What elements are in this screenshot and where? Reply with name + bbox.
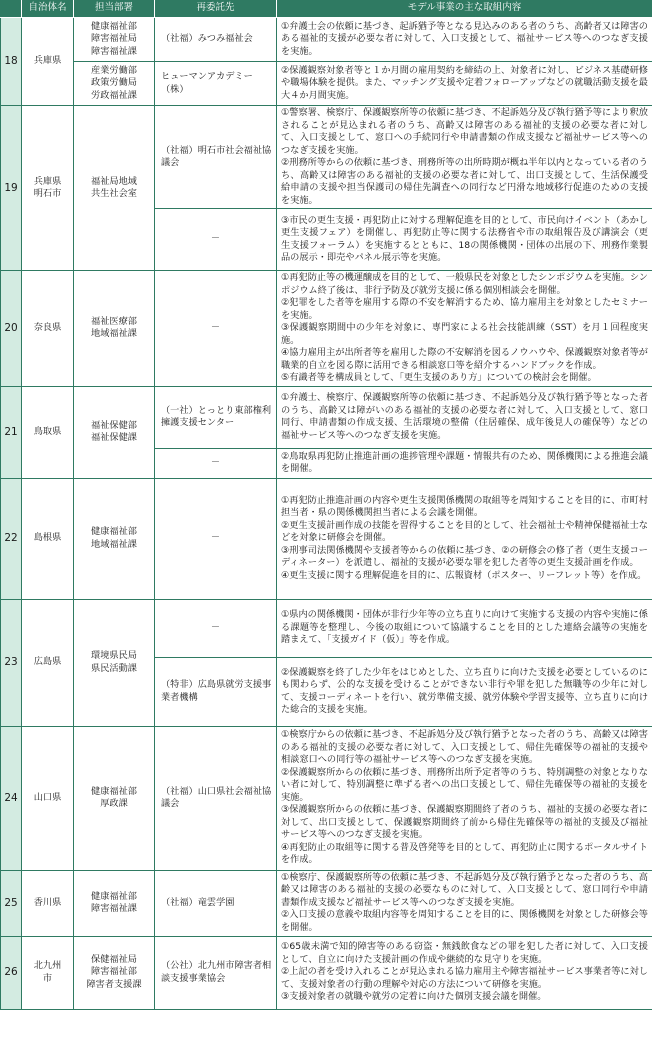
department-line: 福祉保健部 [91, 419, 137, 431]
department [74, 386, 155, 478]
table-row [1, 18, 652, 62]
department-line: 県民活動課 [91, 662, 137, 674]
department-line: 産業労働部 [91, 64, 137, 76]
subcontractor: ヒューマンアカデミー（株） [155, 62, 277, 106]
row-number: 19 [1, 106, 22, 271]
table-row [1, 386, 652, 448]
municipality-name-text: 香川県 [33, 896, 62, 908]
row-number: 26 [1, 936, 22, 1009]
activity-item: ④更生支援に関する理解促進を目的に、広報資材（ポスター、リーフレット等）を作成。 [281, 569, 647, 581]
table-row [1, 599, 652, 657]
activity-item: ②刑務所等からの依頼に基づき、刑務所等の出所時期が概ね半年以内となっている者のうち、高齢又は障害のある福祉的支援の必要な者に対して、出口支援として、生活保護受給申請の支援や担当保護司の帰住先調査への同行など円滑な地域移行促進のための支援を実施。 [281, 157, 648, 206]
activity-item: ①再犯防止等の機運醸成を目的として、一般県民を対象としたシンポジウムを実施。シンポジウム終了後は、非行予防及び就労支援に係る個別相談会を開催。 [281, 272, 648, 296]
table-row [1, 271, 652, 387]
activity-item: ①65歳未満で知的障害等のある窃盗・無銭飲食などの罪を犯した者に対して、入口支援として、自立に向けた支援計画の作成や継続的な見守りを実施。 [281, 941, 648, 965]
activity-item: ②犯罪をした者等を雇用する際の不安を解消するため、協力雇用主を対象としたセミナーを実施。 [281, 297, 648, 321]
activity-item: ②保護観察対象者等と１か月間の雇用契約を締結の上、対象者に対し、ビジネス基礎研修や職場体験を提供。また、マッチング支援や定着フォローアップなどの就職活動支援を最大４か月間実施。 [281, 64, 648, 101]
table-row [1, 726, 652, 870]
department-line: 健康福祉部 [91, 890, 137, 902]
table-row [1, 62, 652, 106]
activity-description [277, 599, 652, 657]
department-line: 障害福祉課 [91, 45, 137, 57]
activity-item: ④協力雇用主が出所者等を雇用した際の不安解消を図るノウハウや、保護観察対象者等が職業的自立を図る際に活用できる相談窓口等を紹介するハンドブックを作成。 [281, 347, 648, 371]
municipality-name [22, 271, 74, 387]
row-number: 18 [1, 18, 22, 106]
subcontractor: （社福）明石市社会福祉協議会 [155, 106, 277, 209]
municipality-name-text: 島根県 [33, 532, 62, 544]
activity-description [277, 936, 652, 1009]
department [74, 478, 155, 599]
department [74, 18, 155, 62]
activity-item: ①弁護士会の依頼に基づき、起訴猶予等となる見込みのある者のうち、高齢者又は障害のある福祉的支援が必要な者に対して、入口支援として、福祉サービス等へのつなぎ支援を実施。 [281, 20, 648, 57]
municipality-name-text: 山口県 [33, 791, 62, 803]
activity-description [277, 271, 652, 387]
department-line: 労政福祉課 [91, 89, 137, 101]
activity-item: ④再犯防止の取組等に関する普及啓発等を目的として、再犯防止に関するポータルサイトを作成。 [281, 841, 648, 866]
department-line: 福祉保健課 [91, 432, 137, 443]
subcontractor: （社福）山口県社会福祉協議会 [155, 726, 277, 870]
department [74, 870, 155, 936]
activity-item: ①検察庁からの依頼に基づき、不起訴処分及び執行猶予となった者のうち、高齢又は障害のある福祉的支援の必要な者に対して、入口支援として、帰住先確保等の福祉的支援や相談窓口への同行等の福祉サービス等へのつなぎ支援を実施。 [281, 729, 648, 766]
activity-item: ②更生支援計画作成の技能を習得することを目的として、社会福祉士や精神保健福祉士などを対象に研修会を開催。 [281, 519, 648, 544]
activity-description [277, 386, 652, 448]
department-line: 地域福祉課 [91, 538, 137, 550]
department-line: 環境県民局 [91, 650, 137, 661]
department [74, 271, 155, 387]
activity-description [277, 870, 652, 936]
subcontractor: （一社）とっとり東部権利擁護支援センター [155, 386, 277, 448]
municipality-name [22, 386, 74, 478]
activity-item: ①弁護士、検察庁、保護観察所等の依頼に基づき、不起訴処分及び執行猶予等となった者のうち、高齢又は障がいのある福祉的支援の必要な者に対して、入口支援として、窓口同行、申請書類の作成支援、生活環境の整備（住居確保、成年後見人の確保等）などの福祉サービス等へのつなぎ支援を実施。 [281, 392, 648, 441]
activity-item: ③保護観察所からの依頼に基づき、保護観察期間終了者のうち、福祉的支援の必要な者に対して、出口支援として、保護観察期間終了前から帰住先確保等の福祉的支援及び福祉サービス等へのつなぎ支援を実施。 [281, 804, 648, 841]
activity-description [277, 726, 652, 870]
header-main-activities: モデル事業の主な取組内容 [277, 0, 652, 18]
row-number: 25 [1, 870, 22, 936]
activity-description [277, 106, 652, 209]
municipality-name-text: 奈良県 [33, 322, 62, 333]
activity-item: ③市民の更生支援・再犯防止に対する理解促進を目的として、市民向けイベント（あかし更生支援フェア）を開催し、再犯防止等に関する法務省や市の取組報告及び講演会（更生支援フォーラム）を実施するとともに、18の関係機関・団体の出展の下、刑務作業製品の展示・即売やパネル展示等を実施。 [281, 214, 648, 263]
activity-item: ②上記の者を受け入れることが見込まれる協力雇用主や障害福祉サービス事業者等に対して、支援対象者の行動の理解や対応の方法について研修を実施。 [281, 966, 648, 990]
header-number [1, 0, 22, 18]
municipality-name-text: 兵庫県明石市 [33, 175, 62, 199]
municipality-name [22, 726, 74, 870]
municipality-name [22, 478, 74, 599]
department-line: 障害者支援課 [86, 978, 142, 990]
row-number: 20 [1, 271, 22, 387]
municipality-name [22, 599, 74, 726]
department-line: 障害福祉局 [91, 33, 137, 45]
activity-item: ⑤有識者等を構成員として、「更生支援のあり方」についての検討会を開催。 [281, 372, 597, 383]
activity-item: ②保護観察所からの依頼に基づき、刑務所出所予定者等のうち、特別調整の対象となりない者に対して、特別調整に準ずる者への出口支援として、帰住先確保等の福祉的支援を実施。 [281, 766, 648, 803]
activity-description [277, 657, 652, 726]
activity-item: ②鳥取県再犯防止推進計画の進捗管理や課題・情報共有のため、関係機関による推進会議を開催。 [281, 450, 648, 474]
activity-item: ①検察庁、保護観察所等の依頼に基づき、不起訴処分及び執行猶予となった者のうち、高齢又は障害のある福祉的支援の必要なものに対して、入口支援として、窓口同行や申請書類作成支援など福祉サービス等へのつなぎ支援を実施。 [281, 871, 648, 908]
department [74, 62, 155, 106]
row-number: 24 [1, 726, 22, 870]
municipality-name [22, 18, 74, 106]
activity-item: ③刑事司法関係機関や支援者等からの依頼に基づき、②の研修会の修了者（更生支援コーディネーター）を派遣し、福祉的支援が必要な罪を犯した者等の更生支援計画を作成。 [281, 544, 648, 569]
row-number: 21 [1, 386, 22, 478]
subcontractor: － [155, 478, 277, 599]
subcontractor: （特非）広島県就労支援事業者機構 [155, 657, 277, 726]
department-line: 福祉医療部 [91, 315, 137, 327]
subcontractor: （社福）みつみ福祉会 [155, 18, 277, 62]
row-number: 23 [1, 599, 22, 726]
activity-item: ②入口支援の意義や取組内容等を周知することを目的に、関係機関を対象とした研修会等を開催。 [281, 909, 648, 933]
table-row [1, 936, 652, 1009]
activity-description [277, 478, 652, 599]
department-line: 厚政課 [100, 798, 128, 809]
activity-item: ①県内の関係機関・団体が非行少年等の立ち直りに向けて実施する支援の内容や実施に係る課題等を整理し、今後の取組について協議することを目的とした連絡会議等の実施を踏まえて、「支援ガイド（仮）」等を作成。 [281, 609, 648, 646]
department [74, 106, 155, 271]
department-line: 地域福祉課 [91, 328, 137, 340]
activity-item: ①警察署、検察庁、保護観察所等の依頼に基づき、不起訴処分及び執行猶予等により釈放されることが見込まれる者のうち、高齢又は障害のある福祉的支援の必要な者に対して、入口支援として、窓口への手続同行や申請書類の作成支援など福祉サービス等へのつなぎ支援を実施。 [281, 107, 648, 156]
department-line: 福祉局地域 [91, 175, 137, 187]
header-subcontractor: 再委託先 [155, 0, 277, 18]
subcontractor: － [155, 271, 277, 387]
activity-item: ③保護観察期間中の少年を対象に、専門家による社会技能訓練（SST）を月１回程度実施。 [281, 322, 648, 346]
table-header-row [1, 0, 652, 18]
municipality-name [22, 106, 74, 271]
department-line: 健康福祉部 [91, 20, 137, 32]
department [74, 726, 155, 870]
department-line: 共生社会室 [91, 188, 137, 199]
municipality-name [22, 870, 74, 936]
department-line: 障害福祉部 [91, 966, 137, 978]
subcontractor: （社福）竜雲学園 [155, 870, 277, 936]
department-line: 健康福祉部 [91, 526, 137, 537]
subcontractor: （公社）北九州市障害者相談支援事業協会 [155, 936, 277, 1009]
row-number: 22 [1, 478, 22, 599]
department-line: 政策労働局 [91, 77, 137, 89]
municipality-name-text: 鳥取県 [33, 425, 62, 437]
header-municipality: 自治体名 [22, 0, 74, 18]
subcontractor: － [155, 448, 277, 478]
department [74, 599, 155, 726]
department-line: 健康福祉部 [91, 785, 137, 797]
department [74, 936, 155, 1009]
activity-item: ①再犯防止推進計画の内容や更生支援関係機関の取組等を周知することを目的に、市町村担当者・県の関係機関担当者による会議を開催。 [281, 494, 648, 519]
municipality-name-text: 北九州市 [33, 960, 62, 984]
subcontractor: － [155, 599, 277, 657]
municipality-name-text: 兵庫県 [33, 55, 62, 67]
activity-description [277, 62, 652, 106]
municipality-name-text: 広島県 [33, 656, 62, 668]
activity-item: ②保護観察を終了した少年をはじめとした、立ち直りに向けた支援を必要としているのにも関わらず、公的な支援を受けることができない非行や罪を犯した無職等の少年に対して、支援コーディネートを行い、就労準備支援、就労体験や学習支援等、立ち直りに向けた総合的支援を実施。 [281, 666, 648, 715]
activity-description [277, 18, 652, 62]
table-body [1, 18, 652, 1010]
department-line: 保健福祉局 [91, 953, 137, 965]
activity-description [277, 209, 652, 271]
table-row [1, 478, 652, 599]
activity-item: ③支援対象者の就職や就労の定着に向けた個別支援会議を開催。 [281, 991, 547, 1003]
header-department: 担当部署 [74, 0, 155, 18]
department-line: 障害福祉課 [91, 903, 137, 914]
subcontractor: － [155, 209, 277, 271]
activity-description [277, 448, 652, 478]
table-row [1, 870, 652, 936]
table-row [1, 106, 652, 209]
municipality-name [22, 936, 74, 1009]
